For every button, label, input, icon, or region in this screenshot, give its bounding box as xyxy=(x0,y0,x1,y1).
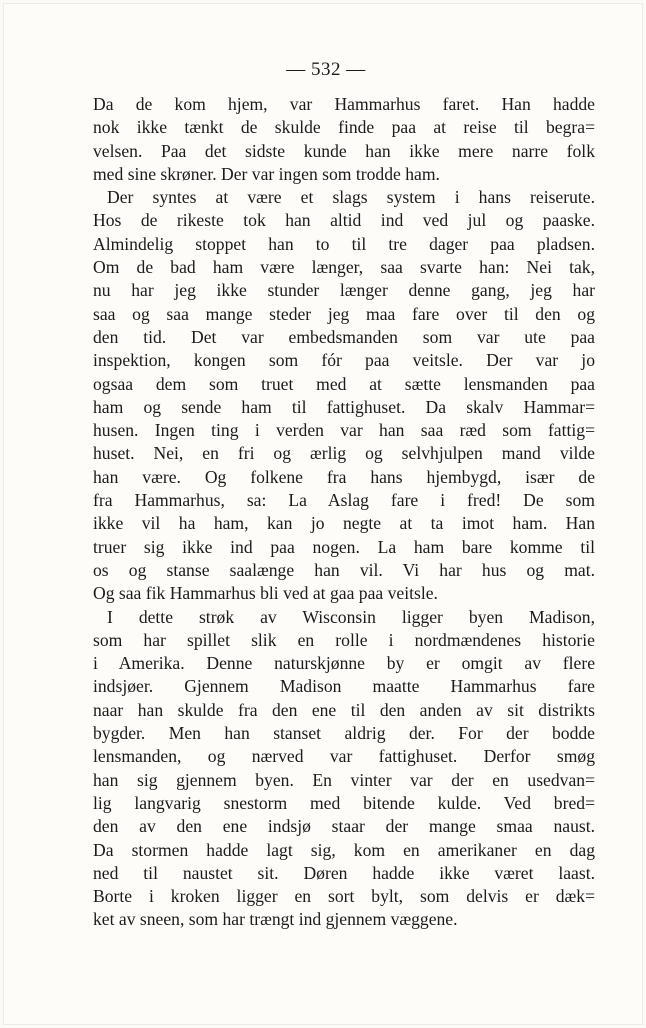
text-line: os og stanse saalænge han vil. Vi har hus og mat. xyxy=(93,559,595,580)
text-line: velsen. Paa det sidste kunde han ikke mere narre folk xyxy=(93,140,595,161)
text-line: ham og sende ham til fattighuset. Da skalv Hammar= xyxy=(93,396,595,417)
text-line: Borte i kroken ligger en sort bylt, som delvis er dæk= xyxy=(93,886,595,907)
text-line: saa og saa mange steder jeg maa fare over til den og xyxy=(93,303,595,324)
text-line: Hos de rikeste tok han altid ind ved jul og paaske. xyxy=(93,210,595,231)
text-line: Og saa fik Hammarhus bli ved at gaa paa veitsle. xyxy=(93,583,438,604)
text-line: Almindelig stoppet han to til tre dager paa pladsen. xyxy=(93,233,595,254)
text-line: naar han skulde fra den ene til den anden av sit distrikts xyxy=(93,699,595,720)
text-line: nu har jeg ikke stunder længer denne gang, jeg har xyxy=(93,280,595,301)
text-line: ned til naustet sit. Døren hadde ikke været laast. xyxy=(93,862,595,883)
text-line: den av den ene indsjø staar der mange smaa naust. xyxy=(93,816,595,837)
text-line: den tid. Det var embedsmanden som var ute paa xyxy=(93,326,595,347)
page-number: — 532 — xyxy=(286,59,366,80)
text-line: med sine skrøner. Der var ingen som trodde ham. xyxy=(93,163,440,184)
body-text xyxy=(93,93,595,932)
text-line: huset. Nei, en fri og ærlig og selvhjulpen mand vilde xyxy=(93,443,595,464)
text-line: bygder. Men han stanset aldrig der. For der bodde xyxy=(93,723,595,744)
text-line: han sig gjennem byen. En vinter var der en usedvan= xyxy=(93,769,595,790)
text-line: indsjøer. Gjennem Madison maatte Hammarhus fare xyxy=(93,676,595,697)
text-line: som har spillet slik en rolle i nordmændenes historie xyxy=(93,629,595,650)
book-page xyxy=(3,3,643,1025)
text-line: i Amerika. Denne naturskjønne by er omgit av flere xyxy=(93,653,595,674)
text-line: Der syntes at være et slags system i hans reiserute. xyxy=(107,187,595,208)
text-line: truer sig ikke ind paa nogen. La ham bare komme til xyxy=(93,536,595,557)
text-line: Da de kom hjem, var Hammarhus faret. Han hadde xyxy=(93,94,595,114)
text-line: inspektion, kongen som fór paa veitsle. Der var jo xyxy=(93,350,595,371)
text-line: ikke vil ha ham, kan jo negte at ta imot ham. Han xyxy=(93,513,595,534)
text-line: lensmanden, og nærved var fattighuset. Derfor smøg xyxy=(93,746,595,767)
text-line: han være. Og folkene fra hans hjembygd, især de xyxy=(93,466,595,487)
text-line: lig langvarig snestorm med bitende kulde. Ved bred= xyxy=(93,792,595,813)
text-line: ket av sneen, som har trængt ind gjennem væggene. xyxy=(93,909,458,930)
text-line: Da stormen hadde lagt sig, kom en amerikaner en dag xyxy=(93,839,595,860)
text-line: ogsaa dem som truet med at sætte lensmanden paa xyxy=(93,373,595,394)
text-line: Om de bad ham være længer, saa svarte han: Nei tak, xyxy=(93,257,595,278)
text-line: husen. Ingen ting i verden var han saa ræd som fattig= xyxy=(93,420,595,441)
text-line: I dette strøk av Wisconsin ligger byen Madison, xyxy=(107,606,595,627)
text-line: nok ikke tænkt de skulde finde paa at reise til begra= xyxy=(93,117,595,138)
text-line: fra Hammarhus, sa: La Aslag fare i fred! De som xyxy=(93,490,595,511)
